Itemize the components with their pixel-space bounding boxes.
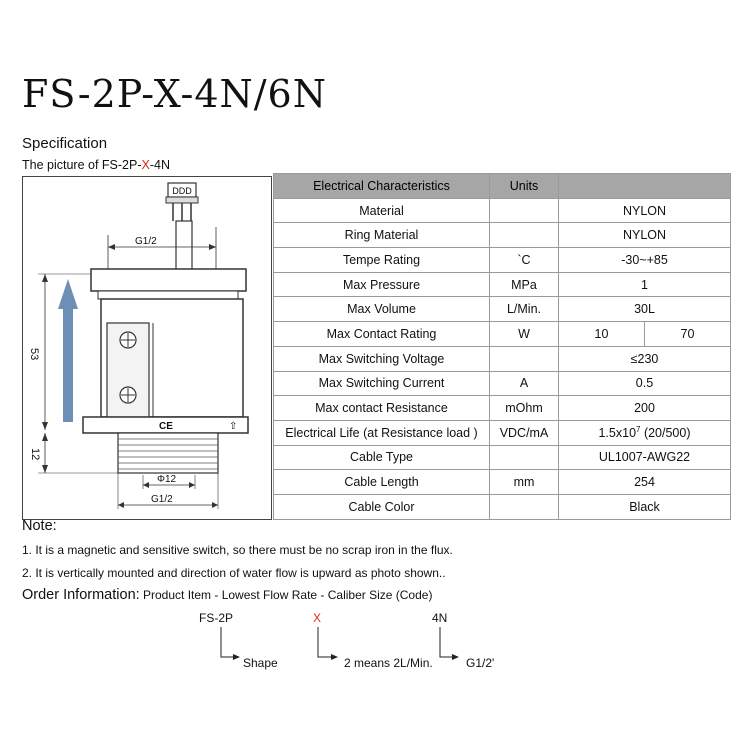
row-value: UL1007-AWG22 <box>559 445 731 470</box>
header-units: Units <box>490 174 559 199</box>
header-electrical-characteristics: Electrical Characteristics <box>274 174 490 199</box>
order-code-caliber: 4N <box>432 611 448 625</box>
row-name: Max Contact Rating <box>274 322 490 347</box>
row-name: Max Volume <box>274 297 490 322</box>
row-value: ≤230 <box>559 346 731 371</box>
row-unit: MPa <box>490 272 559 297</box>
row-value-a: 10 <box>559 322 645 347</box>
row-value: -30~+85 <box>559 248 731 273</box>
order-code-flow: X <box>313 611 322 625</box>
caption-accent: X <box>141 158 150 172</box>
row-value: Black <box>559 494 731 519</box>
row-name: Cable Length <box>274 470 490 495</box>
row-unit: mOhm <box>490 396 559 421</box>
notes-heading: Note: <box>22 518 57 534</box>
product-title: FS-2P-X-4N/6N <box>22 72 327 116</box>
note-item-1: 1. It is a magnetic and sensitive switch, so there must be no scrap iron in the flux. <box>22 543 453 557</box>
order-meaning-shape: Shape <box>243 656 278 670</box>
caption-prefix: The picture of FS-2P- <box>22 158 142 172</box>
row-unit: mm <box>490 470 559 495</box>
row-name: Max Switching Voltage <box>274 346 490 371</box>
terminal-label: DDD <box>172 186 192 196</box>
diameter-label: Φ12 <box>157 474 177 485</box>
row-value: 200 <box>559 396 731 421</box>
row-name: Tempe Rating <box>274 248 490 273</box>
height-12-label: 12 <box>29 448 41 461</box>
row-name: Max Switching Current <box>274 371 490 396</box>
row-unit: A <box>490 371 559 396</box>
row-value: 0.5 <box>559 371 731 396</box>
caption-suffix: -4N <box>149 158 170 172</box>
row-unit: L/Min. <box>490 297 559 322</box>
life-rest: (20/500) <box>640 426 691 441</box>
ce-mark: CE <box>159 421 173 432</box>
row-value-b: 70 <box>645 322 731 347</box>
row-name: Max Pressure <box>274 272 490 297</box>
bottom-thread-label: G1/2 <box>151 494 173 505</box>
life-exponent: 7 <box>636 425 641 435</box>
note-item-2: 2. It is vertically mounted and direction of water flow is upward as photo shown.. <box>22 566 446 580</box>
life-base: 1.5x10 <box>598 426 637 441</box>
row-name: Cable Type <box>274 445 490 470</box>
top-thread-label: G1/2 <box>135 236 157 247</box>
up-arrow-icon: ⇧ <box>229 421 238 432</box>
order-meaning-caliber: G1/2' <box>466 656 495 670</box>
specification-heading: Specification <box>22 135 108 152</box>
row-value: 1 <box>559 272 731 297</box>
order-code-shape: FS-2P <box>199 611 234 625</box>
row-unit: W <box>490 322 559 347</box>
row-value: 30L <box>559 297 731 322</box>
row-value: NYLON <box>559 198 731 223</box>
order-description: Product Item - Lowest Flow Rate - Caliber Size (Code) <box>139 588 433 602</box>
order-heading: Order Information: <box>22 587 140 603</box>
row-name: Material <box>274 198 490 223</box>
row-name: Cable Color <box>274 494 490 519</box>
row-name: Max contact Resistance <box>274 396 490 421</box>
order-meaning-flow: 2 means 2L/Min. <box>344 656 433 670</box>
row-unit: `C <box>490 248 559 273</box>
row-name: Ring Material <box>274 223 490 248</box>
row-value: NYLON <box>559 223 731 248</box>
row-name: Electrical Life (at Resistance load ) <box>274 420 490 445</box>
row-unit: VDC/mA <box>490 420 559 445</box>
height-53-label: 53 <box>28 348 40 361</box>
row-value: 254 <box>559 470 731 495</box>
